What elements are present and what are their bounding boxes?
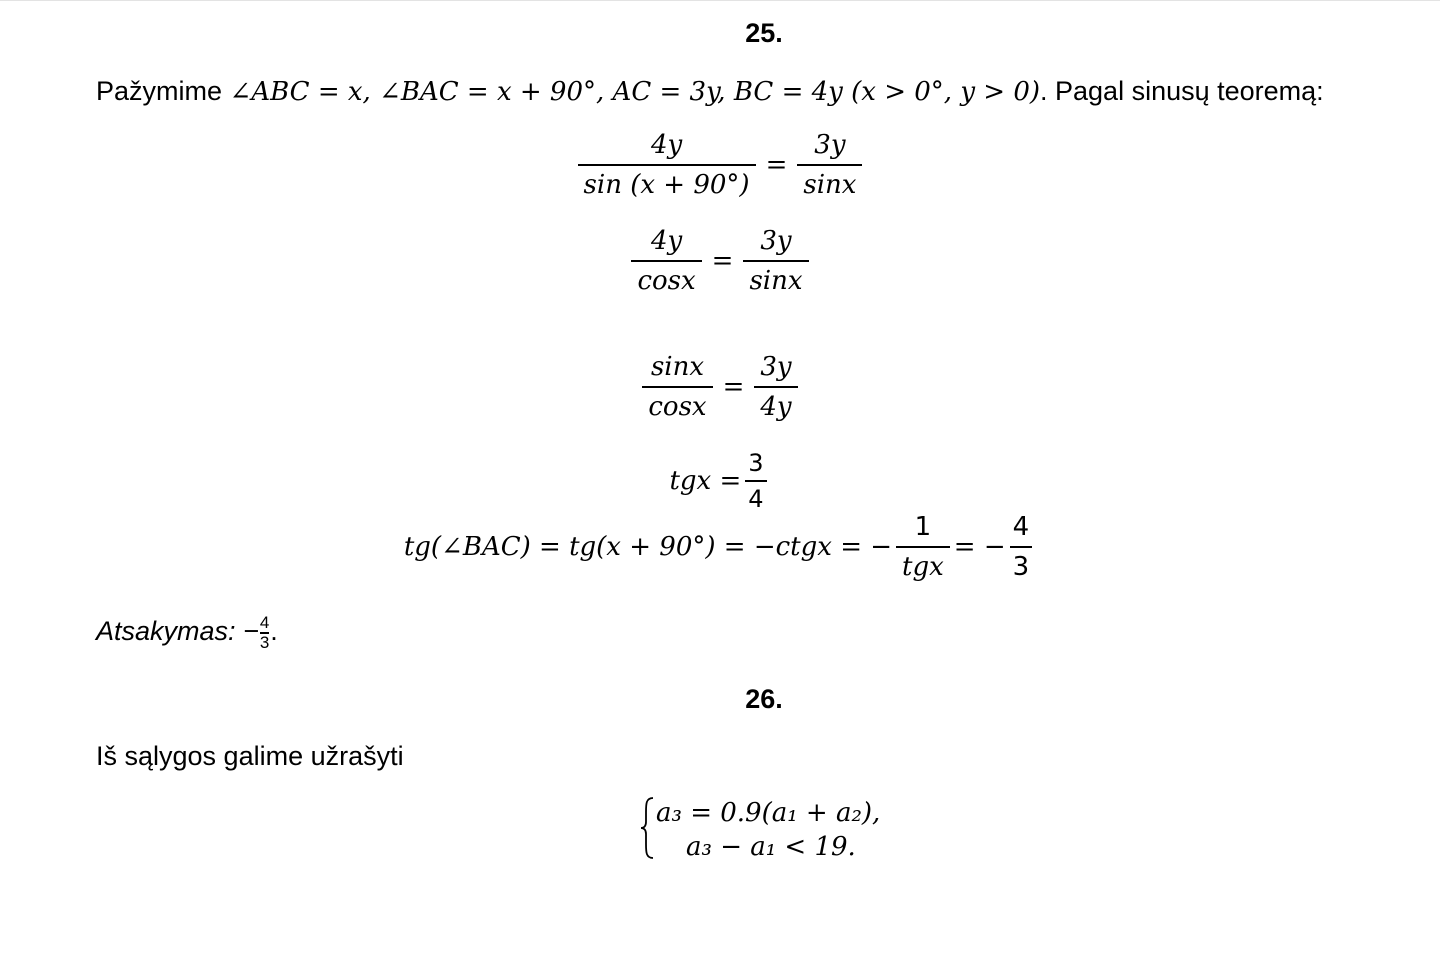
fraction bbox=[743, 226, 808, 296]
equals-sign: = bbox=[722, 372, 745, 402]
left-brace-icon bbox=[640, 796, 654, 860]
equation-tg-bac bbox=[0, 512, 1440, 582]
equation-sine-rule bbox=[0, 130, 1440, 200]
numerator: 3y bbox=[760, 352, 792, 382]
fraction bbox=[631, 226, 701, 296]
fraction bbox=[1010, 512, 1033, 582]
equation-ratio bbox=[0, 352, 1440, 422]
answer-label: Atsakymas: − bbox=[96, 616, 259, 646]
intro-math: ∠ABC = x, ∠BAC = x + 90°, AC = 3y, BC = 4y (x > 0°, y > 0) bbox=[229, 77, 1041, 107]
problem-26-heading: 26. bbox=[745, 684, 783, 714]
denominator: 4y bbox=[760, 392, 792, 422]
numerator: 4y bbox=[650, 226, 683, 256]
numerator: 4 bbox=[259, 613, 270, 633]
fraction bbox=[754, 352, 797, 422]
denominator: 4 bbox=[748, 485, 764, 513]
equation-mid: = − bbox=[953, 532, 1006, 562]
equation-lhs: tgx = bbox=[669, 466, 742, 496]
denominator: tgx bbox=[902, 552, 944, 582]
problem-25-intro bbox=[96, 74, 1324, 109]
denominator: 3 bbox=[259, 632, 270, 652]
denominator: sinx bbox=[749, 266, 803, 296]
equation-lhs: tg(∠BAC) = tg(x + 90°) = −ctgx = − bbox=[403, 532, 893, 562]
system-line-2: a₃ − a₁ < 19. bbox=[686, 832, 856, 862]
denominator: cosx bbox=[648, 392, 707, 422]
answer-period: . bbox=[270, 616, 278, 646]
numerator: 3y bbox=[760, 226, 792, 256]
fraction bbox=[642, 352, 712, 422]
problem-25-heading: 25. bbox=[745, 18, 783, 48]
fraction bbox=[745, 448, 766, 514]
equals-sign: = bbox=[711, 246, 734, 276]
numerator: 3y bbox=[814, 130, 846, 160]
denominator: 3 bbox=[1012, 552, 1030, 582]
numerator: 3 bbox=[748, 449, 764, 477]
page-top-border bbox=[0, 0, 1440, 1]
denominator: sin (x + 90°) bbox=[583, 170, 750, 200]
numerator: 4y bbox=[650, 130, 683, 160]
fraction bbox=[578, 130, 756, 200]
system-line-1: a₃ = 0.9(a₁ + a₂), bbox=[656, 798, 881, 828]
numerator: sinx bbox=[650, 352, 705, 382]
intro-prefix: Pažymime bbox=[96, 76, 230, 106]
equation-tgx bbox=[0, 448, 1440, 514]
problem-25-answer bbox=[96, 614, 278, 652]
fraction bbox=[896, 512, 950, 582]
answer-fraction bbox=[260, 614, 269, 652]
problem-26-intro: Iš sąlygos galime užrašyti bbox=[96, 741, 404, 771]
equation-cos-sin bbox=[0, 226, 1440, 296]
numerator: 1 bbox=[914, 512, 932, 542]
denominator: sinx bbox=[803, 170, 857, 200]
intro-suffix: . Pagal sinusų teoremą: bbox=[1040, 76, 1324, 106]
equals-sign: = bbox=[765, 150, 788, 180]
fraction bbox=[797, 130, 862, 200]
denominator: cosx bbox=[637, 266, 696, 296]
numerator: 4 bbox=[1012, 512, 1030, 542]
